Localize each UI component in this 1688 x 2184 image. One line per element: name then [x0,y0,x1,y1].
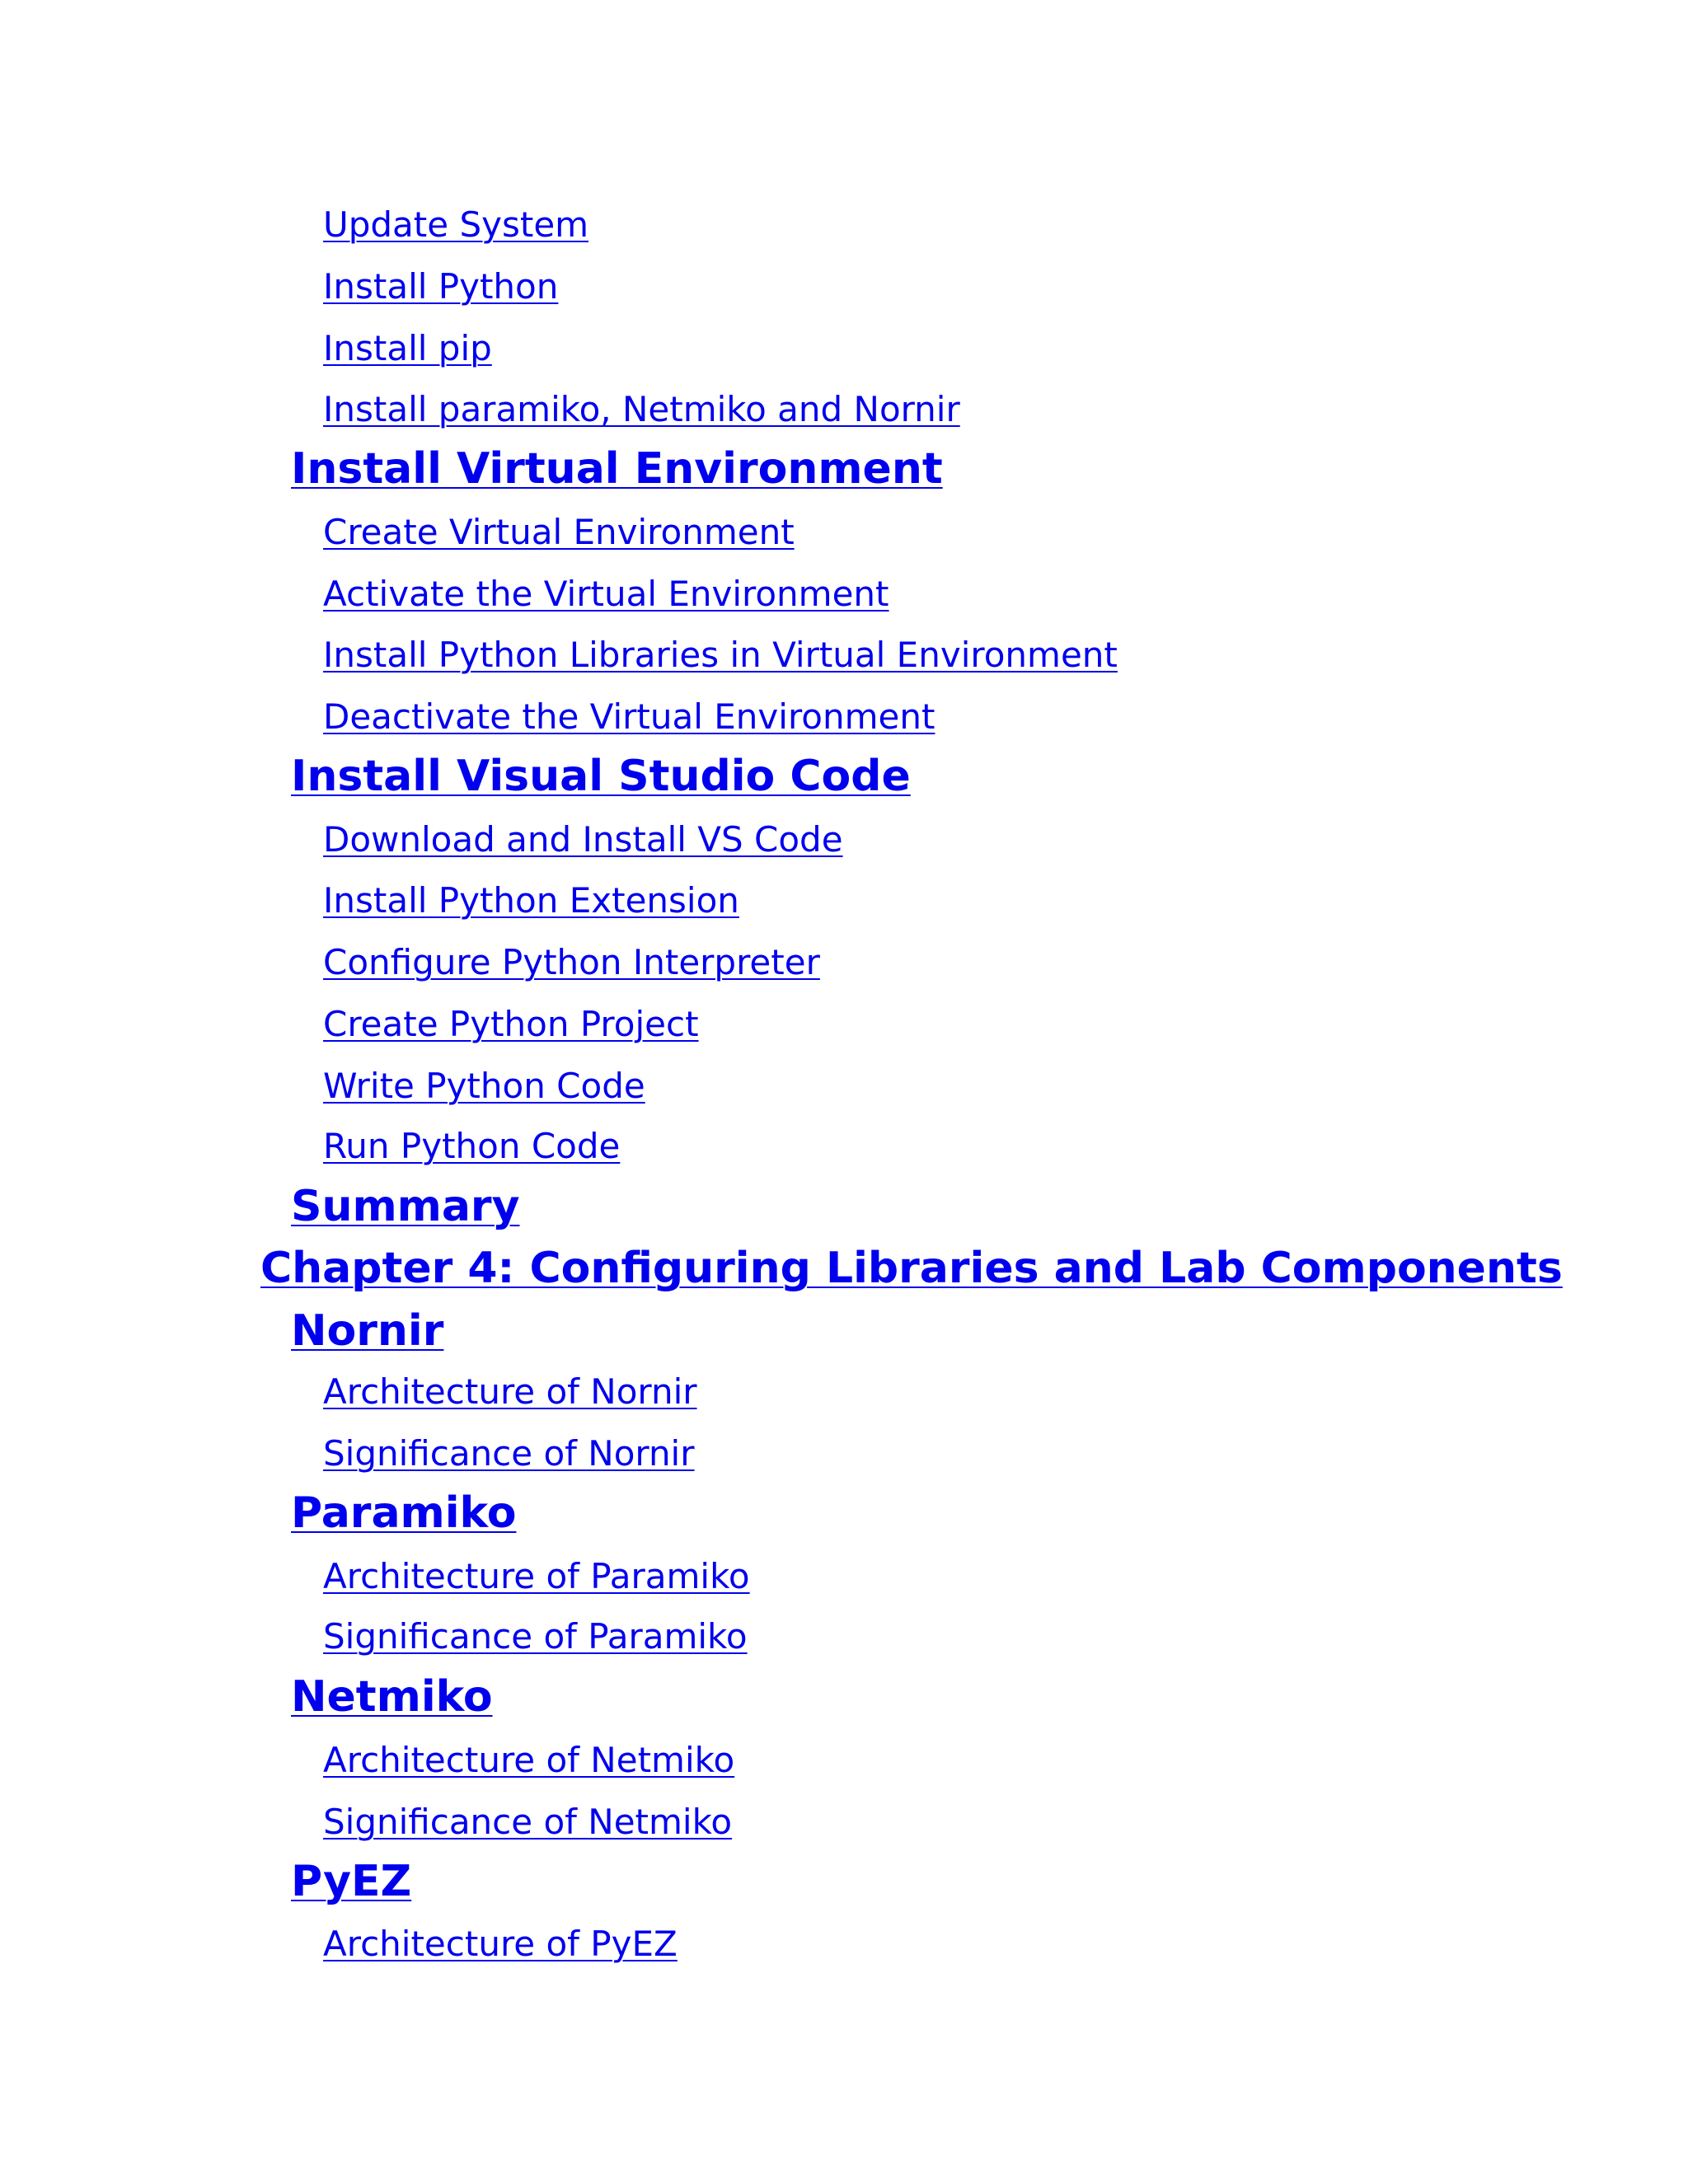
toc-link-summary[interactable]: Summary [291,1182,520,1231]
toc-link-chapter-4[interactable]: Chapter 4: Configuring Libraries and Lab Components [260,1244,1563,1293]
toc-link-write-python-code[interactable]: Write Python Code [323,1066,645,1106]
toc-link-install-pip[interactable]: Install pip [323,328,492,368]
toc-link-nornir[interactable]: Nornir [291,1306,444,1356]
toc-link-architecture-of-nornir[interactable]: Architecture of Nornir [323,1371,697,1412]
toc-link-significance-of-nornir[interactable]: Significance of Nornir [323,1433,695,1474]
toc-link-download-install-vs-code[interactable]: Download and Install VS Code [323,819,843,860]
toc-link-architecture-of-paramiko[interactable]: Architecture of Paramiko [323,1556,750,1596]
toc-link-significance-of-netmiko[interactable]: Significance of Netmiko [323,1802,733,1842]
toc-link-pyez[interactable]: PyEZ [291,1857,412,1906]
toc-link-activate-virtual-environment[interactable]: Activate the Virtual Environment [323,574,889,614]
toc-link-paramiko[interactable]: Paramiko [291,1488,517,1538]
toc-link-install-python-extension[interactable]: Install Python Extension [323,880,739,921]
toc-link-install-virtual-environment[interactable]: Install Virtual Environment [291,444,943,494]
toc-link-architecture-of-pyez[interactable]: Architecture of PyEZ [323,1924,678,1964]
toc-link-create-python-project[interactable]: Create Python Project [323,1004,699,1044]
toc-link-run-python-code[interactable]: Run Python Code [323,1126,621,1166]
toc-link-netmiko[interactable]: Netmiko [291,1672,493,1722]
toc-link-update-system[interactable]: Update System [323,204,589,245]
toc-link-architecture-of-netmiko[interactable]: Architecture of Netmiko [323,1740,735,1780]
toc-link-deactivate-virtual-environment[interactable]: Deactivate the Virtual Environment [323,696,935,737]
toc-link-install-visual-studio-code[interactable]: Install Visual Studio Code [291,752,911,801]
toc-link-significance-of-paramiko[interactable]: Significance of Paramiko [323,1616,748,1657]
toc-link-install-python[interactable]: Install Python [323,266,559,307]
toc-link-install-paramiko-netmiko-nornir[interactable]: Install paramiko, Netmiko and Nornir [323,389,960,429]
toc-link-create-virtual-environment[interactable]: Create Virtual Environment [323,512,795,552]
toc-link-install-python-libraries-venv[interactable]: Install Python Libraries in Virtual Environment [323,635,1118,675]
toc-link-configure-python-interpreter[interactable]: Configure Python Interpreter [323,942,820,982]
